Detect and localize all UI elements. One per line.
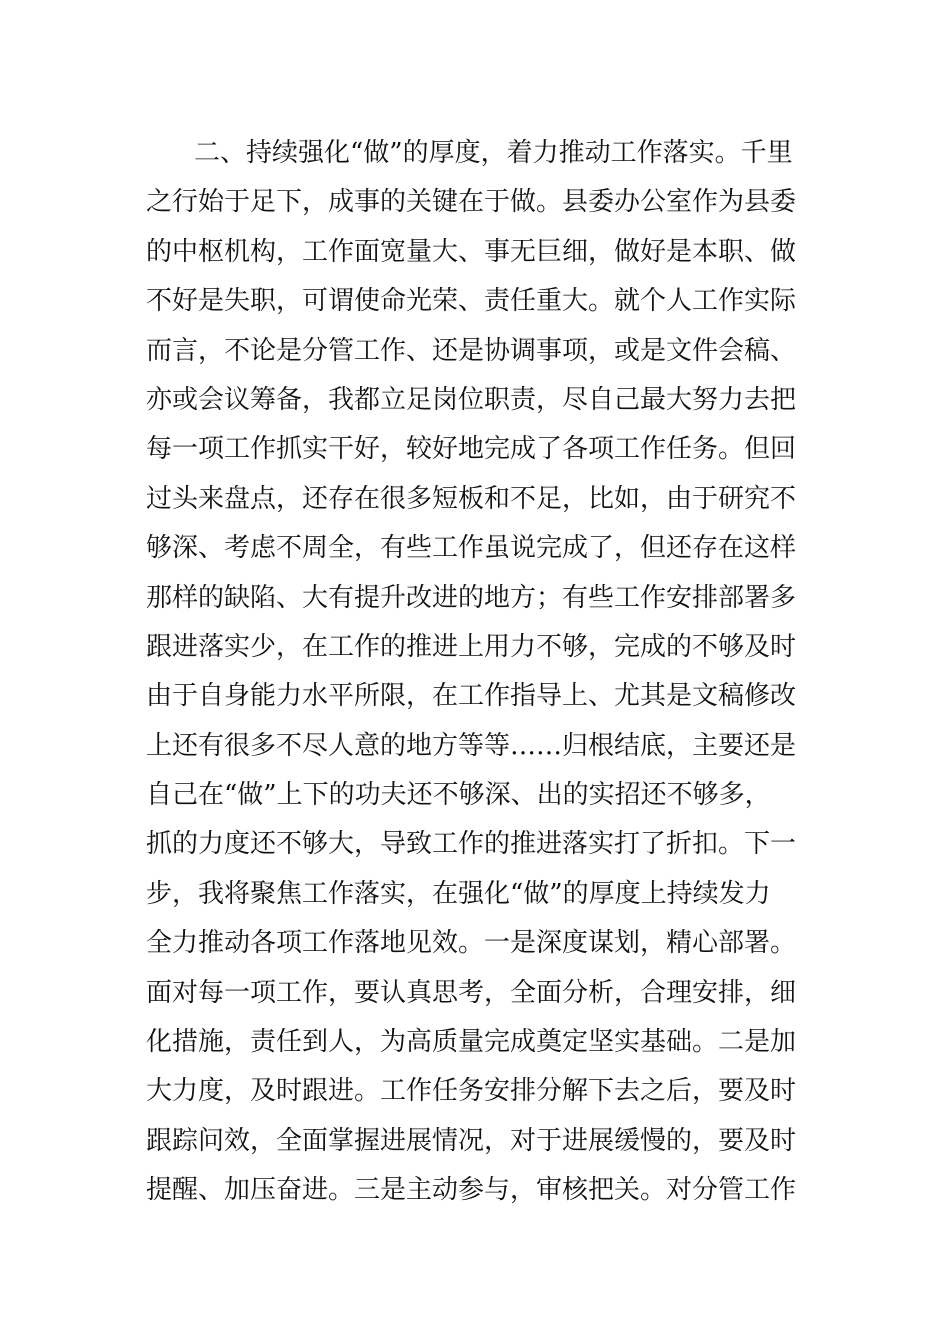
text-line: 亦或会议筹备，我都立足岗位职责，尽自己最大努力去把 — [146, 384, 797, 415]
text-line: 的中枢机构，工作面宽量大、事无巨细，做好是本职、做 — [146, 236, 797, 267]
text-line: 步，我将聚焦工作落实，在强化“做”的厚度上持续发力 — [146, 878, 771, 909]
text-line: 面对每一项工作，要认真思考，全面分析，合理安排，细 — [146, 977, 797, 1008]
text-line: 自己在“做”上下的功夫还不够深、出的实招还不够多， — [146, 780, 771, 811]
text-line: 之行始于足下，成事的关键在于做。县委办公室作为县委 — [146, 187, 797, 218]
text-line: 大力度，及时跟进。工作任务安排分解下去之后，要及时 — [146, 1076, 797, 1107]
text-line: 提醒、加压奋进。三是主动参与，审核把关。对分管工作 — [146, 1175, 797, 1206]
text-line: 由于自身能力水平所限，在工作指导上、尤其是文稿修改 — [146, 681, 797, 712]
text-line: 上还有很多不尽人意的地方等等……归根结底，主要还是 — [146, 730, 797, 761]
body-paragraph — [146, 129, 816, 1216]
text-line: 够深、考虑不周全，有些工作虽说完成了，但还存在这样 — [146, 533, 797, 564]
text-line: 全力推动各项工作落地见效。一是深度谋划，精心部署。 — [146, 928, 797, 959]
text-line: 每一项工作抓实干好，较好地完成了各项工作任务。但回 — [146, 434, 797, 465]
text-line: 过头来盘点，还存在很多短板和不足，比如，由于研究不 — [146, 483, 797, 514]
text-line: 而言，不论是分管工作、还是协调事项，或是文件会稿、 — [146, 335, 797, 366]
text-line: 那样的缺陷、大有提升改进的地方；有些工作安排部署多 — [146, 582, 797, 613]
text-line: 不好是失职，可谓使命光荣、责任重大。就个人工作实际 — [146, 286, 797, 317]
text-line: 跟踪问效，全面掌握进展情况，对于进展缓慢的，要及时 — [146, 1125, 797, 1156]
text-line: 化措施，责任到人，为高质量完成奠定坚实基础。二是加 — [146, 1027, 797, 1058]
text-line: 跟进落实少，在工作的推进上用力不够，完成的不够及时 — [146, 631, 797, 662]
text-line: 二、持续强化“做”的厚度，着力推动工作落实。千里 — [194, 138, 793, 168]
text-line: 抓的力度还不够大，导致工作的推进落实打了折扣。下一 — [146, 829, 797, 860]
